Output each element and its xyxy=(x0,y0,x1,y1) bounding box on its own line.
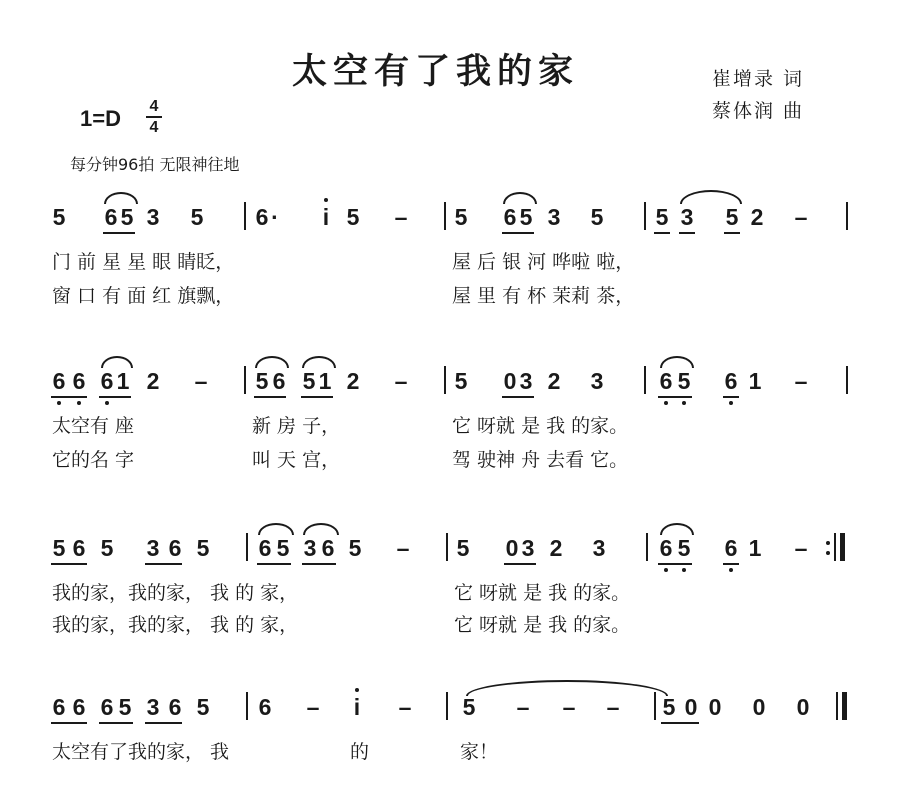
underline xyxy=(654,232,670,234)
lyric-line: 它 呀就 是 我 的家。 xyxy=(454,614,631,636)
lyric-line: 新 房 子， xyxy=(252,415,341,437)
dash: – xyxy=(794,204,808,230)
note: 6 xyxy=(100,368,114,394)
slur xyxy=(258,523,294,535)
note: 3 xyxy=(547,204,561,230)
time-signature-top: 4 xyxy=(149,98,159,115)
barline xyxy=(444,366,446,394)
dash: – xyxy=(394,204,408,230)
barline xyxy=(654,692,656,720)
slur xyxy=(104,192,138,204)
note: 2 xyxy=(750,204,764,230)
note: 6 xyxy=(258,694,272,720)
note: i xyxy=(353,694,361,720)
note: 2 xyxy=(146,368,160,394)
lyric-line: 它 呀就 是 我 的家。 xyxy=(454,582,631,604)
dash: – xyxy=(606,694,620,720)
final-barline-thick xyxy=(842,692,847,720)
time-signature-bottom: 4 xyxy=(149,119,159,136)
low-dot xyxy=(664,401,668,405)
lyric-line: 它的名 字 xyxy=(52,449,135,471)
dash: – xyxy=(398,694,412,720)
note: 6 xyxy=(72,368,86,394)
song-title: 太空有了我的家 xyxy=(292,52,580,92)
note: 3 xyxy=(146,204,160,230)
underline xyxy=(257,563,291,565)
dash: – xyxy=(516,694,530,720)
lyric-line: 我的家，我的家， 我 的 家， xyxy=(52,582,299,604)
underline xyxy=(103,232,135,234)
note: 6 xyxy=(168,694,182,720)
lyric-line: 屋 后 银 河 哗啦 啦， xyxy=(452,251,635,273)
dot-extension: · xyxy=(271,204,279,230)
repeat-barline-thin xyxy=(834,533,836,561)
note: 3 xyxy=(592,535,606,561)
note: 2 xyxy=(549,535,563,561)
note: 3 xyxy=(303,535,317,561)
tempo-marking: 每分钟96拍 无限神往地 xyxy=(70,155,240,174)
note: 6 xyxy=(72,535,86,561)
note: 3 xyxy=(519,368,533,394)
underline xyxy=(502,396,534,398)
dash: – xyxy=(194,368,208,394)
underline xyxy=(504,563,536,565)
slur xyxy=(101,356,133,368)
low-dot xyxy=(57,401,61,405)
note: 5 xyxy=(100,535,114,561)
note: 5 xyxy=(302,368,316,394)
note: 5 xyxy=(725,204,739,230)
dash: – xyxy=(794,368,808,394)
barline xyxy=(446,533,448,561)
underline xyxy=(724,232,740,234)
note: 5 xyxy=(462,694,476,720)
note: 6 xyxy=(104,204,118,230)
note: 6 xyxy=(52,694,66,720)
lyric-line: 叫 天 宫， xyxy=(252,449,341,471)
note: 6 xyxy=(72,694,86,720)
note: 5 xyxy=(456,535,470,561)
note: 6 xyxy=(724,535,738,561)
note: 3 xyxy=(680,204,694,230)
note: 1 xyxy=(748,368,762,394)
note: 5 xyxy=(662,694,676,720)
note: 0 xyxy=(708,694,722,720)
barline xyxy=(246,692,248,720)
high-dot xyxy=(355,688,359,692)
lyric-line: 太空有了我的家， 我 xyxy=(52,741,230,763)
lyricist-credit: 崔增录 词 xyxy=(712,68,805,90)
slur xyxy=(503,192,537,204)
repeat-barline-thick xyxy=(840,533,845,561)
note: 0 xyxy=(796,694,810,720)
underline xyxy=(502,232,534,234)
underline xyxy=(99,396,131,398)
lyric-line: 太空有 座 xyxy=(52,415,135,437)
note: 6 xyxy=(255,204,269,230)
slur xyxy=(660,523,694,535)
note: 5 xyxy=(677,368,691,394)
underline xyxy=(658,563,692,565)
barline xyxy=(244,366,246,394)
underline xyxy=(51,563,87,565)
time-signature xyxy=(146,98,162,136)
composer-credit: 蔡体润 曲 xyxy=(712,100,805,122)
barline xyxy=(444,202,446,230)
dash: – xyxy=(396,535,410,561)
low-dot xyxy=(682,568,686,572)
note: i xyxy=(322,204,330,230)
barline xyxy=(646,533,648,561)
lyric-line: 屋 里 有 杯 茉莉 茶， xyxy=(452,285,635,307)
note: 5 xyxy=(590,204,604,230)
lyric-line: 它 呀就 是 我 的家。 xyxy=(452,415,629,437)
underline xyxy=(661,722,699,724)
dash: – xyxy=(562,694,576,720)
note: 6 xyxy=(168,535,182,561)
note: 3 xyxy=(521,535,535,561)
note: 5 xyxy=(196,535,210,561)
underline xyxy=(302,563,336,565)
note: 6 xyxy=(503,204,517,230)
note: 5 xyxy=(52,204,66,230)
note: 5 xyxy=(196,694,210,720)
note: 5 xyxy=(52,535,66,561)
note: 6 xyxy=(272,368,286,394)
slur xyxy=(302,356,336,368)
slur xyxy=(660,356,694,368)
low-dot xyxy=(729,568,733,572)
high-dot xyxy=(324,198,328,202)
underline xyxy=(658,396,692,398)
dash: – xyxy=(394,368,408,394)
note: 5 xyxy=(454,368,468,394)
key-signature: 1=D xyxy=(80,106,121,131)
note: 5 xyxy=(255,368,269,394)
barline xyxy=(446,692,448,720)
note: 1 xyxy=(116,368,130,394)
underline xyxy=(51,396,87,398)
lyric-line: 家！ xyxy=(460,741,499,763)
note: 2 xyxy=(346,368,360,394)
lyric-line: 的 xyxy=(350,741,370,763)
final-barline-thin xyxy=(836,692,838,720)
note: 1 xyxy=(318,368,332,394)
underline xyxy=(145,563,182,565)
low-dot xyxy=(682,401,686,405)
lyric-line: 窗 口 有 面 红 旗飘， xyxy=(52,285,235,307)
note: 0 xyxy=(503,368,517,394)
dash: – xyxy=(794,535,808,561)
note: 3 xyxy=(146,535,160,561)
low-dot xyxy=(729,401,733,405)
low-dot xyxy=(664,568,668,572)
note: 0 xyxy=(752,694,766,720)
barline xyxy=(846,366,848,394)
note: 5 xyxy=(655,204,669,230)
note: 5 xyxy=(276,535,290,561)
note: 2 xyxy=(547,368,561,394)
system-1-notes xyxy=(0,202,914,242)
time-signature-bar xyxy=(146,116,162,118)
note: 3 xyxy=(146,694,160,720)
system-4-notes xyxy=(0,692,914,732)
barline xyxy=(246,533,248,561)
note: 1 xyxy=(748,535,762,561)
note: 3 xyxy=(590,368,604,394)
system-3-notes xyxy=(0,533,914,573)
barline xyxy=(846,202,848,230)
low-dot xyxy=(77,401,81,405)
note: 5 xyxy=(677,535,691,561)
lyric-line: 驾 驶神 舟 去看 它。 xyxy=(452,449,629,471)
repeat-dot xyxy=(826,541,830,545)
underline xyxy=(723,563,739,565)
system-2-notes xyxy=(0,366,914,406)
underline xyxy=(145,722,182,724)
underline xyxy=(99,722,133,724)
slur xyxy=(303,523,339,535)
note: 5 xyxy=(346,204,360,230)
underline xyxy=(254,396,286,398)
note: 6 xyxy=(659,368,673,394)
note: 6 xyxy=(659,535,673,561)
underline xyxy=(51,722,87,724)
slur xyxy=(680,190,742,204)
slur xyxy=(255,356,289,368)
note: 6 xyxy=(724,368,738,394)
lyric-line: 门 前 星 星 眼 睛眨， xyxy=(52,251,235,273)
dash: – xyxy=(306,694,320,720)
barline xyxy=(244,202,246,230)
note: 5 xyxy=(118,694,132,720)
note: 5 xyxy=(190,204,204,230)
note: 5 xyxy=(120,204,134,230)
note: 6 xyxy=(100,694,114,720)
note: 6 xyxy=(258,535,272,561)
barline xyxy=(644,202,646,230)
note: 5 xyxy=(519,204,533,230)
note: 6 xyxy=(321,535,335,561)
lyric-line: 我的家，我的家， 我 的 家， xyxy=(52,614,299,636)
underline xyxy=(679,232,695,234)
note: 0 xyxy=(505,535,519,561)
note: 5 xyxy=(454,204,468,230)
note: 6 xyxy=(52,368,66,394)
underline xyxy=(301,396,333,398)
barline xyxy=(644,366,646,394)
low-dot xyxy=(105,401,109,405)
repeat-dot xyxy=(826,551,830,555)
underline xyxy=(723,396,739,398)
tie xyxy=(466,680,668,696)
note: 5 xyxy=(348,535,362,561)
note: 0 xyxy=(684,694,698,720)
